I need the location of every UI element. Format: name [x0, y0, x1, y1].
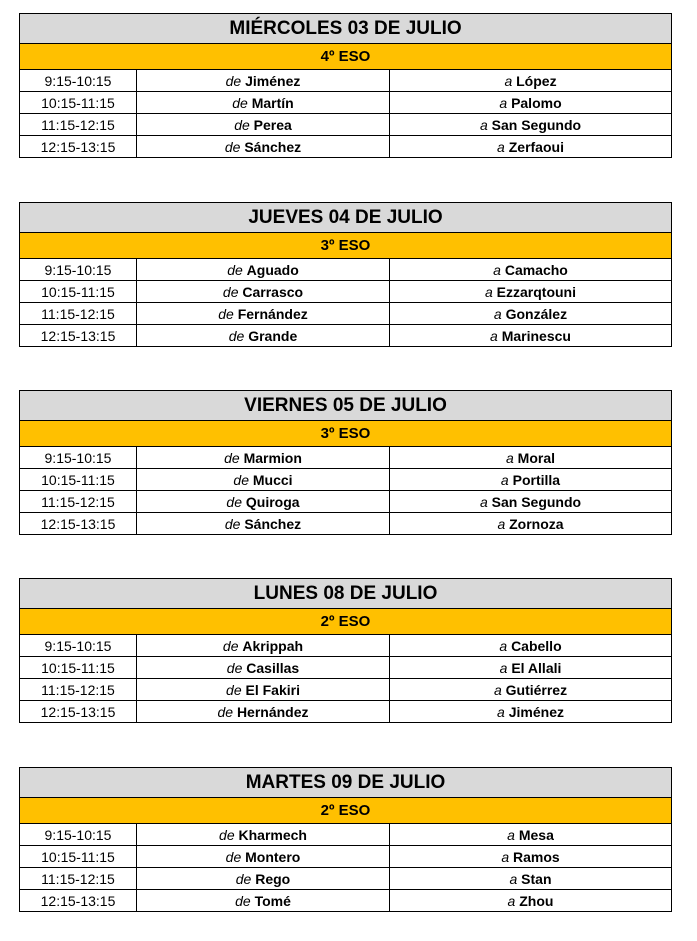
to-name: Ezzarqtouni: [496, 283, 577, 300]
time-slot: 11:15-12:15: [20, 679, 137, 701]
to-cell: [390, 679, 672, 701]
to-prefix: a: [499, 659, 508, 676]
time-slot: 12:15-13:15: [20, 136, 137, 158]
from-name: Aguado: [246, 261, 299, 278]
from-prefix: de: [226, 659, 243, 676]
from-prefix: de: [234, 116, 250, 133]
table-row: [20, 70, 672, 92]
table-row: [20, 136, 672, 158]
from-cell: [137, 890, 390, 912]
table-row: [20, 679, 672, 701]
table-row: [20, 325, 672, 347]
from-name: Hernández: [236, 703, 309, 720]
table-row: [20, 846, 672, 868]
from-name: Montero: [245, 848, 301, 865]
to-prefix: a: [497, 515, 506, 532]
to-cell: [390, 325, 672, 347]
from-name: Tomé: [254, 892, 291, 909]
from-cell: [137, 657, 390, 679]
from-cell: [137, 325, 390, 347]
table-row: [20, 824, 672, 846]
from-prefix: de: [225, 848, 242, 865]
to-name: San Segundo: [491, 493, 582, 510]
from-prefix: de: [225, 72, 242, 89]
time-slot: 10:15-11:15: [20, 846, 137, 868]
to-name: Portilla: [512, 471, 561, 488]
to-cell: [390, 824, 672, 846]
from-cell: [137, 469, 390, 491]
table-row: [20, 657, 672, 679]
to-prefix: a: [497, 138, 505, 155]
from-name: Grande: [248, 327, 298, 344]
from-cell: [137, 136, 390, 158]
from-cell: [137, 824, 390, 846]
from-cell: [137, 70, 390, 92]
from-cell: [137, 635, 390, 657]
to-name: Palomo: [511, 94, 562, 111]
time-slot: 9:15-10:15: [20, 259, 137, 281]
table-row: [20, 890, 672, 912]
from-name: Rego: [255, 870, 291, 887]
table-row: [20, 469, 672, 491]
to-name: Jiménez: [508, 703, 564, 720]
from-prefix: de: [224, 138, 241, 155]
time-slot: 10:15-11:15: [20, 281, 137, 303]
day-table: [19, 767, 672, 912]
table-row: [20, 114, 672, 136]
from-prefix: de: [224, 449, 240, 466]
course-label: 2º ESO: [20, 798, 672, 824]
from-name: Carrasco: [242, 283, 304, 300]
table-row: [20, 701, 672, 723]
time-slot: 10:15-11:15: [20, 469, 137, 491]
from-cell: [137, 303, 390, 325]
day-title: VIERNES 05 DE JULIO: [20, 391, 672, 421]
to-cell: [390, 303, 672, 325]
time-slot: 11:15-12:15: [20, 303, 137, 325]
table-row: [20, 868, 672, 890]
time-slot: 9:15-10:15: [20, 635, 137, 657]
to-cell: [390, 890, 672, 912]
course-label: 2º ESO: [20, 609, 672, 635]
from-cell: [137, 114, 390, 136]
table-row: [20, 447, 672, 469]
to-name: San Segundo: [491, 116, 582, 133]
from-name: Fernández: [237, 305, 308, 322]
time-slot: 12:15-13:15: [20, 513, 137, 535]
from-prefix: de: [235, 892, 251, 909]
to-cell: [390, 447, 672, 469]
time-slot: 9:15-10:15: [20, 824, 137, 846]
to-cell: [390, 513, 672, 535]
from-cell: [137, 491, 390, 513]
from-prefix: de: [228, 327, 245, 344]
table-row: [20, 259, 672, 281]
from-cell: [137, 701, 390, 723]
from-name: Sánchez: [244, 515, 302, 532]
to-prefix: a: [507, 892, 516, 909]
course-label: 4º ESO: [20, 44, 672, 70]
from-prefix: de: [224, 515, 241, 532]
to-cell: [390, 491, 672, 513]
from-name: Mucci: [252, 471, 293, 488]
day-table: [19, 13, 672, 158]
to-name: Zerfaoui: [508, 138, 564, 155]
to-cell: [390, 657, 672, 679]
to-prefix: a: [499, 637, 508, 654]
to-prefix: a: [501, 848, 510, 865]
table-row: [20, 491, 672, 513]
to-cell: [390, 70, 672, 92]
from-name: Akrippah: [242, 637, 304, 654]
from-name: Casillas: [246, 659, 300, 676]
to-prefix: a: [499, 94, 508, 111]
to-prefix: a: [490, 327, 498, 344]
from-cell: [137, 281, 390, 303]
time-slot: 9:15-10:15: [20, 70, 137, 92]
time-slot: 12:15-13:15: [20, 701, 137, 723]
from-cell: [137, 846, 390, 868]
to-name: Zhou: [519, 892, 554, 909]
from-prefix: de: [222, 637, 239, 654]
day-table: [19, 202, 672, 347]
to-prefix: a: [493, 305, 502, 322]
to-name: Stan: [521, 870, 552, 887]
time-slot: 12:15-13:15: [20, 890, 137, 912]
day-title: LUNES 08 DE JULIO: [20, 579, 672, 609]
from-cell: [137, 679, 390, 701]
to-prefix: a: [505, 449, 514, 466]
to-name: Zornoza: [509, 515, 564, 532]
from-name: Perea: [253, 116, 292, 133]
from-prefix: de: [226, 493, 242, 510]
from-prefix: de: [233, 471, 249, 488]
to-cell: [390, 868, 672, 890]
to-cell: [390, 701, 672, 723]
from-prefix: de: [218, 305, 234, 322]
from-cell: [137, 868, 390, 890]
to-cell: [390, 846, 672, 868]
from-cell: [137, 447, 390, 469]
time-slot: 9:15-10:15: [20, 447, 137, 469]
day-table: [19, 390, 672, 535]
to-name: González: [505, 305, 568, 322]
day-title: MIÉRCOLES 03 DE JULIO: [20, 14, 672, 44]
to-cell: [390, 114, 672, 136]
to-prefix: a: [504, 72, 513, 89]
to-cell: [390, 136, 672, 158]
course-label: 3º ESO: [20, 421, 672, 447]
to-prefix: a: [509, 870, 518, 887]
from-cell: [137, 513, 390, 535]
from-name: El Fakiri: [245, 681, 300, 698]
day-table: [19, 578, 672, 723]
to-cell: [390, 281, 672, 303]
to-prefix: a: [493, 681, 502, 698]
table-row: [20, 303, 672, 325]
to-prefix: a: [484, 283, 493, 300]
from-name: Kharmech: [238, 826, 307, 843]
from-name: Martín: [251, 94, 294, 111]
to-prefix: a: [500, 471, 509, 488]
time-slot: 10:15-11:15: [20, 92, 137, 114]
day-title: JUEVES 04 DE JULIO: [20, 203, 672, 233]
time-slot: 11:15-12:15: [20, 114, 137, 136]
from-prefix: de: [219, 826, 235, 843]
from-prefix: de: [235, 870, 252, 887]
to-prefix: a: [479, 116, 488, 133]
to-prefix: a: [479, 493, 488, 510]
time-slot: 12:15-13:15: [20, 325, 137, 347]
from-prefix: de: [226, 681, 242, 698]
table-row: [20, 635, 672, 657]
table-row: [20, 281, 672, 303]
from-name: Sánchez: [244, 138, 302, 155]
time-slot: 10:15-11:15: [20, 657, 137, 679]
to-name: Mesa: [518, 826, 554, 843]
day-title: MARTES 09 DE JULIO: [20, 768, 672, 798]
table-row: [20, 92, 672, 114]
from-cell: [137, 259, 390, 281]
to-name: López: [516, 72, 557, 89]
from-prefix: de: [232, 94, 248, 111]
to-cell: [390, 92, 672, 114]
to-prefix: a: [497, 703, 505, 720]
to-name: Camacho: [504, 261, 568, 278]
time-slot: 11:15-12:15: [20, 868, 137, 890]
to-name: Cabello: [511, 637, 562, 654]
to-name: Ramos: [513, 848, 560, 865]
time-slot: 11:15-12:15: [20, 491, 137, 513]
from-name: Marmion: [243, 449, 302, 466]
to-cell: [390, 469, 672, 491]
to-cell: [390, 635, 672, 657]
from-cell: [137, 92, 390, 114]
from-prefix: de: [222, 283, 239, 300]
from-name: Jiménez: [245, 72, 301, 89]
to-cell: [390, 259, 672, 281]
to-name: Marinescu: [501, 327, 571, 344]
to-name: Moral: [517, 449, 556, 466]
course-label: 3º ESO: [20, 233, 672, 259]
to-prefix: a: [493, 261, 501, 278]
from-name: Quiroga: [245, 493, 300, 510]
to-prefix: a: [507, 826, 515, 843]
from-prefix: de: [217, 703, 234, 720]
to-name: El Allali: [511, 659, 562, 676]
from-prefix: de: [227, 261, 243, 278]
to-name: Gutiérrez: [505, 681, 568, 698]
table-row: [20, 513, 672, 535]
